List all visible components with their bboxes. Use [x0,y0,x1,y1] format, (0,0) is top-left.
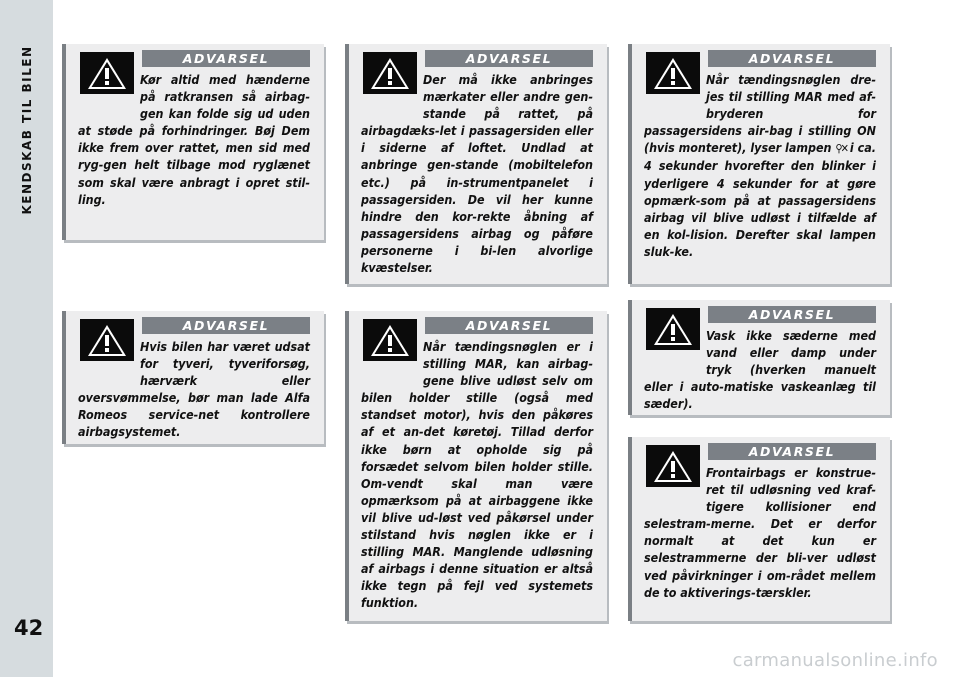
warning-text: Når tændingsnøglen er i stilling MAR, kan airbag-gene blive udløst selv om bilen holder stille (også med standset motor), hvis den påkøres af et an-det køretøj. Tillad derfor ikke børn at opholde sig på forsædet selvom bilen holder stille. Om-vendt skal man være opmærksom på at airbaggene ikke vil blive ud-løst ved påkørsel under stilstand hvis nøglen ikke er i stilling MAR. Manglende udløsning af airbags i denne situation er altså ikke tegn på fejl ved systemets funktion. [361,339,593,611]
warning-text: Der må ikke anbringes mærkater eller andre gen-stande på rattet, på airbagdæks-let i passagersiden eller i siderne af loftet. Undlad at anbringe gen-stande (mobiltelefon etc.) på in-strumentpanelet i passagersiden. De vil her kunne hindre den kor-rekte åbning af passagersidens airbag og påføre personerne i bi-len alvorlige kvæstelser. [361,72,593,276]
section-title: KENDSKAB TIL BILEN [20,45,34,215]
warning-label: ADVARSEL [708,443,876,460]
warning-box-2 [62,311,324,444]
warning-text: Kør altid med hænderne på ratkransen så airbag-gen kan folde sig ud uden at støde på forhindringer. Bøj Dem ikke frem over rattet, men sid med ryg-gen helt tilbage mod ryglænet som skal være anbragt i opret stil-ling. [78,72,310,207]
warning-text: Vask ikke sæderne med vand eller damp under tryk (hverken manuelt eller i auto-matiske vaskeanlæg til sæder). [644,328,876,412]
warning-text [644,71,876,260]
warning-text-part-1: Når tændingsnøglen dre-jes til stilling MAR med af-bryderen for passagersidens air-bag i stilling ON (hvis monteret), lyser lampen [644,72,876,156]
warning-box-3 [345,44,607,284]
warning-label: ADVARSEL [425,317,593,334]
warning-box-4 [345,311,607,621]
airbag-off-lamp-icon: ⚲✕ [835,142,847,156]
warning-box-5 [628,44,890,284]
warning-text-part-2: i ca. 4 sekunder hvorefter den blinker i yderligere 4 sekunder for at gøre opmærk-som på at passagersidens airbag vil blive udløst i tilfælde af en kol-lision. Derefter skal lampen sluk-ke. [644,140,876,259]
warning-label: ADVARSEL [708,50,876,67]
watermark: carmanualsonline.info [732,650,938,671]
warning-label: ADVARSEL [142,50,310,67]
warning-text: Frontairbags er konstrue-ret til udløsning ved kraf-tigere kollisioner end selestram-merne. Det er derfor normalt at det kun er selestrammerne der bli-ver udløst ved påvirkninger i om-rådet mellem de to aktiverings-tærskler. [644,465,876,600]
warning-box-6 [628,300,890,415]
warning-text: Hvis bilen har været udsat for tyveri, tyveriforsøg, hærværk eller oversvømmelse, bør man lade Alfa Romeos service-net kontrollere airbagsystemet. [78,339,310,440]
warning-label: ADVARSEL [425,50,593,67]
warning-box-7 [628,437,890,621]
page-number: 42 [14,616,44,640]
warning-label: ADVARSEL [142,317,310,334]
warning-label: ADVARSEL [708,306,876,323]
sidebar-strip [0,0,53,677]
warning-box-1 [62,44,324,240]
